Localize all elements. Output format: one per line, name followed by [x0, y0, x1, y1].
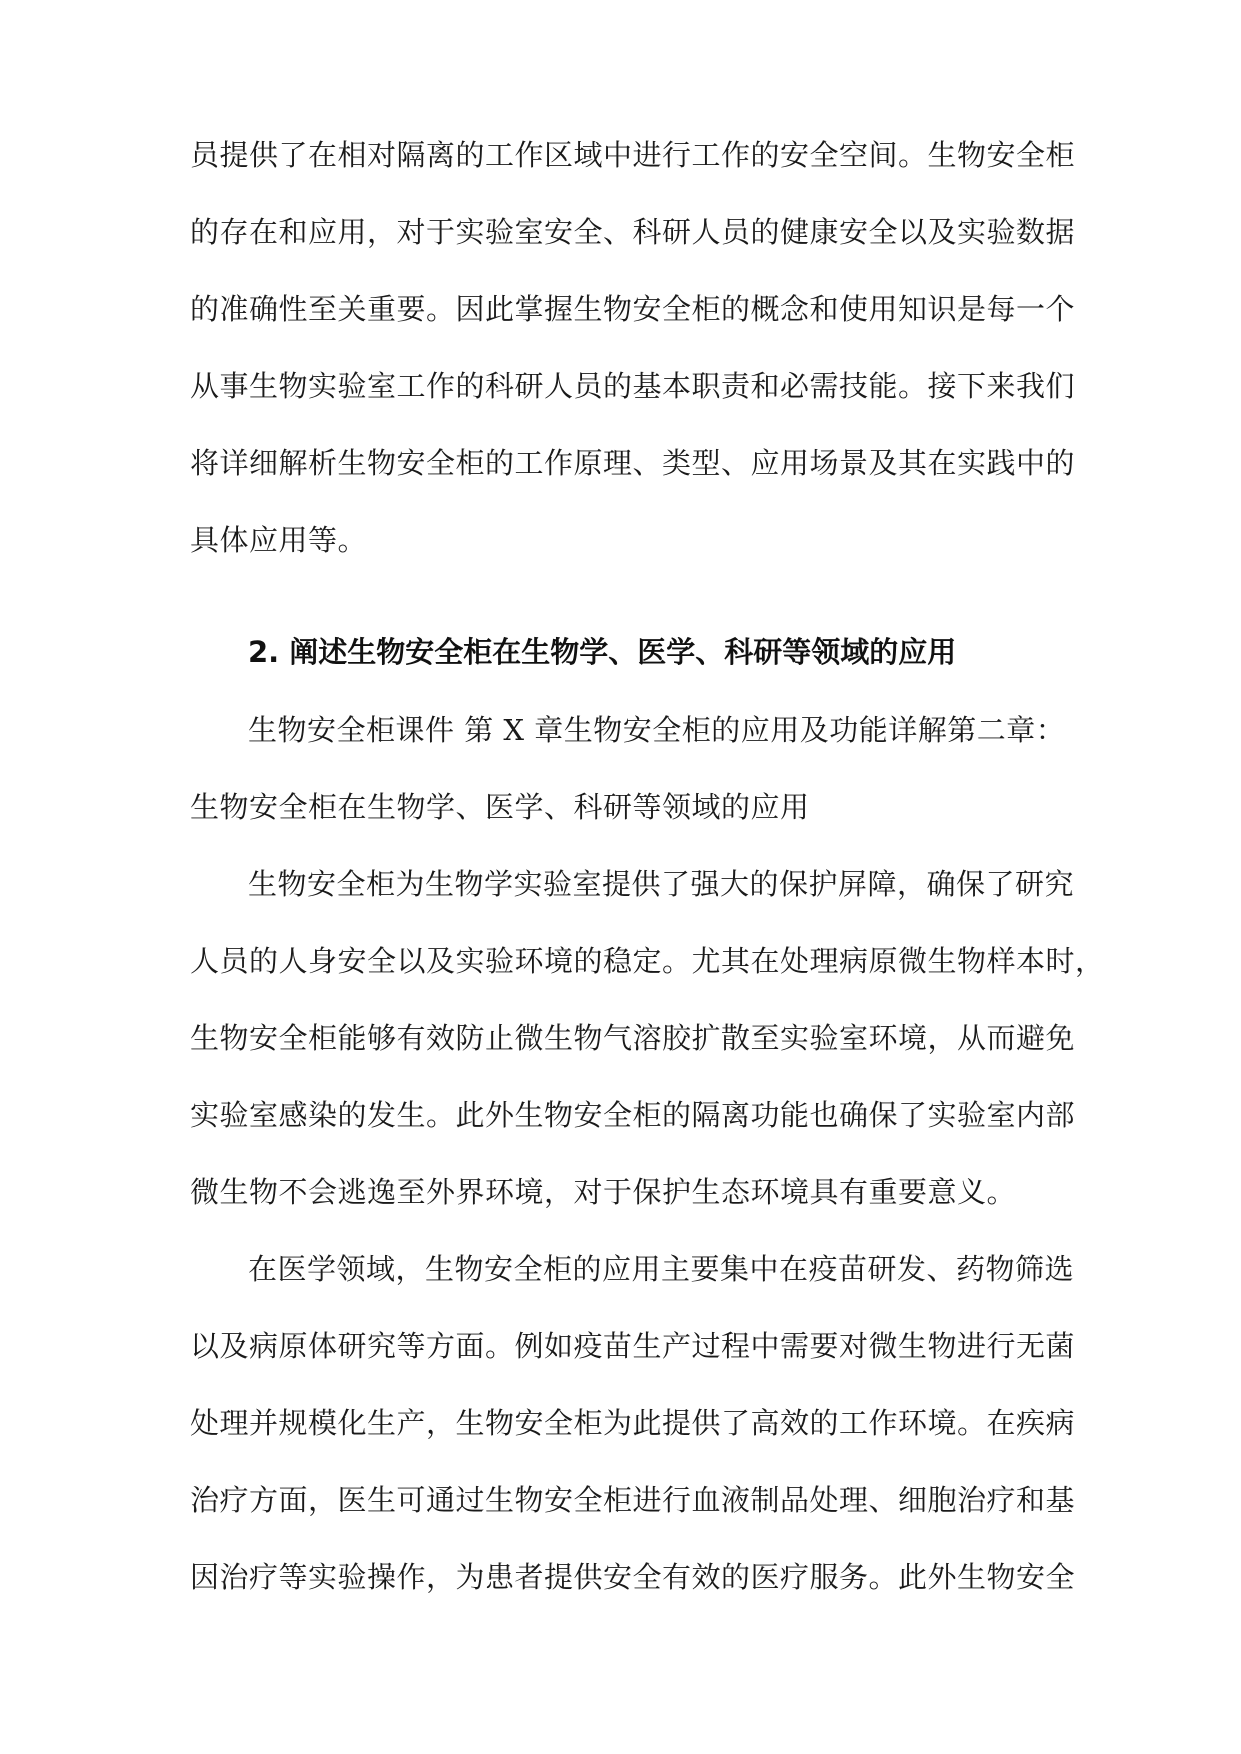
- paragraph-1-line-4: 从事生物实验室工作的科研人员的基本职责和必需技能。接下来我们: [190, 369, 1076, 403]
- paragraph-1-line-5: 将详细解析生物安全柜的工作原理、类型、应用场景及其在实践中的: [190, 446, 1076, 480]
- paragraph-4-line-4: 治疗方面，医生可通过生物安全柜进行血液制品处理、细胞治疗和基: [190, 1483, 1076, 1517]
- paragraph-3-line-3: 生物安全柜能够有效防止微生物气溶胶扩散至实验室环境，从而避免: [190, 1021, 1076, 1055]
- paragraph-4-line-3: 处理并规模化生产，生物安全柜为此提供了高效的工作环境。在疾病: [190, 1406, 1076, 1440]
- paragraph-3-line-5: 微生物不会逃逸至外界环境，对于保护生态环境具有重要意义。: [190, 1175, 1017, 1209]
- paragraph-4-line-2: 以及病原体研究等方面。例如疫苗生产过程中需要对微生物进行无菌: [190, 1329, 1076, 1363]
- paragraph-3-line-2: 人员的人身安全以及实验环境的稳定。尤其在处理病原微生物样本时，: [190, 944, 1105, 978]
- paragraph-4-line-5: 因治疗等实验操作，为患者提供安全有效的医疗服务。此外生物安全: [190, 1560, 1076, 1594]
- paragraph-3-line-1: 生物安全柜为生物学实验室提供了强大的保护屏障，确保了研究: [248, 867, 1075, 901]
- paragraph-2-line-1: 生物安全柜课件 第 X 章生物安全柜的应用及功能详解第二章：: [248, 713, 1066, 747]
- paragraph-4-line-1: 在医学领域，生物安全柜的应用主要集中在疫苗研发、药物筛选: [248, 1252, 1075, 1286]
- paragraph-1-line-2: 的存在和应用，对于实验室安全、科研人员的健康安全以及实验数据: [190, 215, 1076, 249]
- paragraph-1-line-3: 的准确性至关重要。因此掌握生物安全柜的概念和使用知识是每一个: [190, 292, 1076, 326]
- section-heading: 2. 阐述生物安全柜在生物学、医学、科研等领域的应用: [248, 635, 957, 669]
- paragraph-1-line-1: 员提供了在相对隔离的工作区域中进行工作的安全空间。生物安全柜: [190, 138, 1076, 172]
- paragraph-1-line-6: 具体应用等。: [190, 523, 368, 557]
- paragraph-3-line-4: 实验室感染的发生。此外生物安全柜的隔离功能也确保了实验室内部: [190, 1098, 1076, 1132]
- paragraph-2-line-2: 生物安全柜在生物学、医学、科研等领域的应用: [190, 790, 810, 824]
